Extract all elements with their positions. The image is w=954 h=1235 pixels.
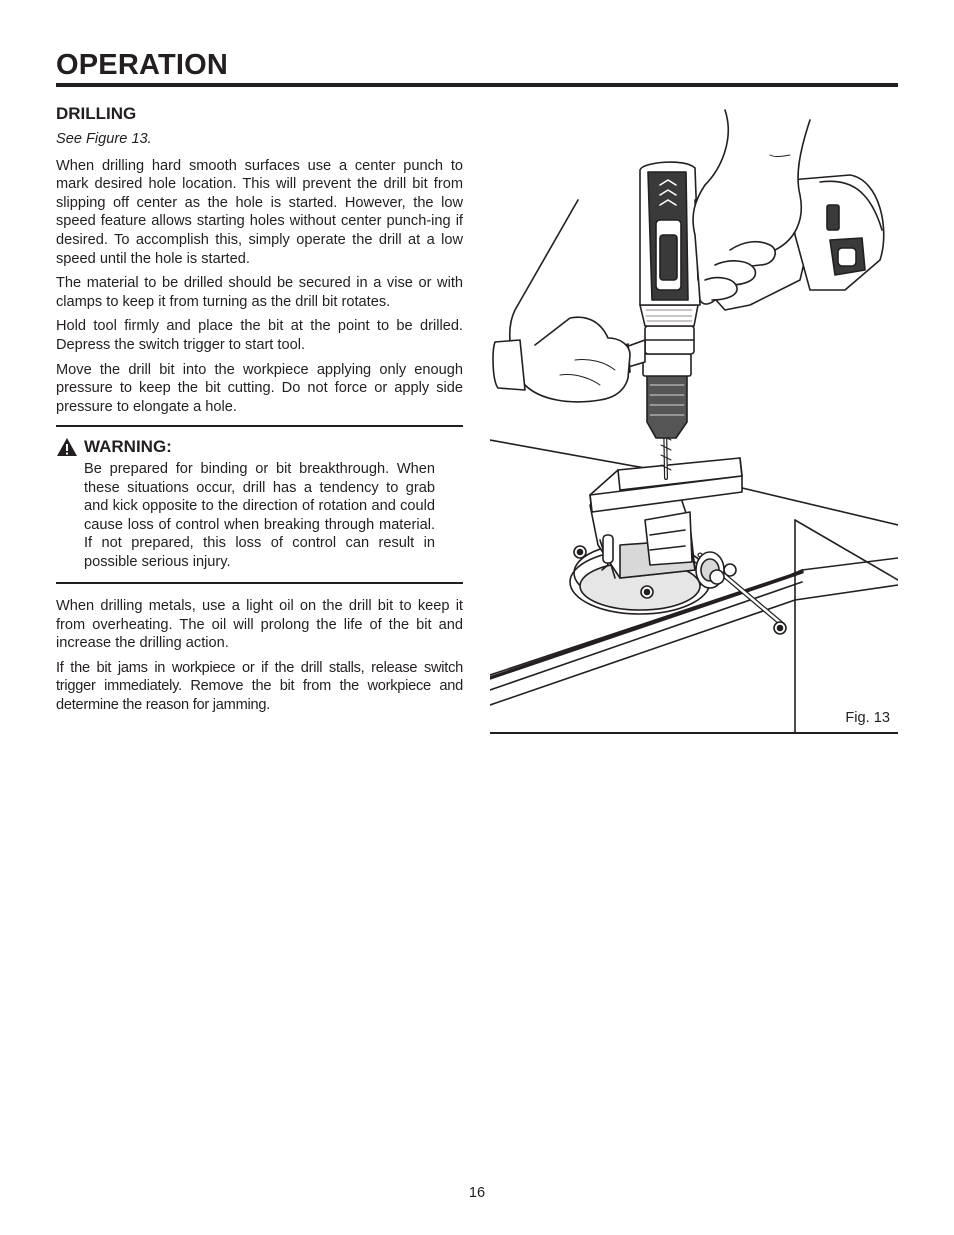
drill-vise-illustration [490,100,898,736]
title-rule [56,83,898,87]
paragraph-move-bit: Move the drill bit into the workpiece applying only enough pressure to keep the bit cutting. Do not force or apply side pressure to elongate a hole. [56,361,463,415]
figure-rule [490,732,898,734]
page-number: 16 [468,1185,486,1201]
section-heading: DRILLING [56,104,137,123]
figure-caption: Fig. 13 [845,710,890,726]
paragraph-secure-material: The material to be drilled should be secured in a vise or with clamps to keep it from turning as the drill bit rotates. [56,275,463,310]
drilling-section [56,104,463,422]
paragraph-hold-tool: Hold tool firmly and place the bit at the point to be drilled. Depress the switch trigger to start tool. [56,318,463,353]
paragraph-center-punch: When drilling hard smooth surfaces use a center punch to mark desired hole location. This will prevent the drill bit from slipping off center as the hole is started. However, the low speed feature allows starting holes without center punch-ing if desired. To accomplish this, simply operate the drill at a low speed until the hole is started. [56,157,463,267]
paragraph-bit-jams: If the bit jams in workpiece or if the drill stalls, release switch trigger immediately. Remove the bit from the workpiece and determine the reason for jamming. [56,659,463,713]
after-warning-section [56,597,463,721]
paragraph-metal-oil: When drilling metals, use a light oil on the drill bit to keep it from overheating. The oil will prolong the life of the bit and increase the drilling action. [56,598,463,652]
see-figure-reference: See Figure 13. [56,131,152,147]
warning-triangle-icon [56,437,78,457]
figure-13 [490,100,898,736]
warning-box [56,425,463,584]
warning-text: Be prepared for binding or bit breakthrough. When these situations occur, drill has a tendency to grab and kick opposite to the direction of rotation and could cause loss of control when breaking through material. If not prepared, this loss of control can result in possible serious injury. [84,461,435,570]
page-title: OPERATION [56,49,229,81]
warning-header [56,436,172,458]
warning-label: WARNING: [84,437,172,456]
